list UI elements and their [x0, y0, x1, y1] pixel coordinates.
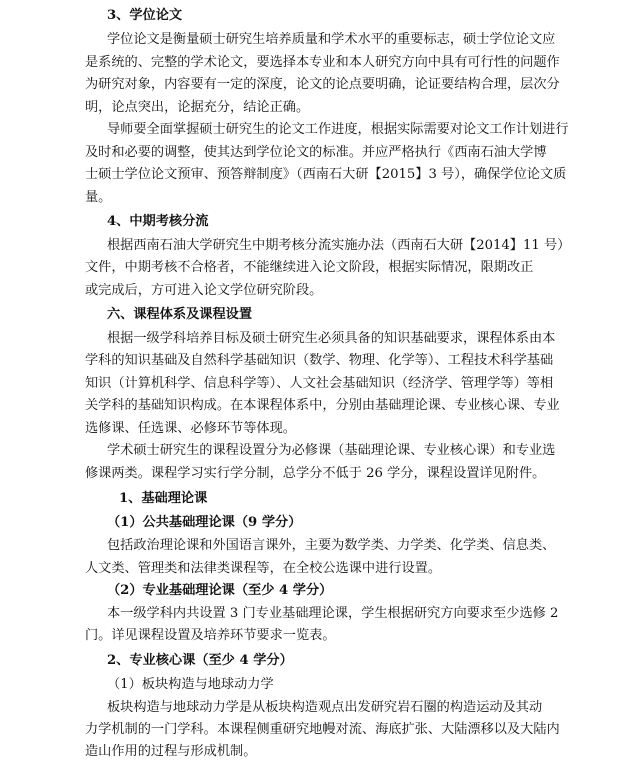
text-line: 门。详见课程设置及培养环节要求一览表。: [85, 628, 336, 643]
text-line: 本一级学科内共设置 3 门专业基础理论课，学生根据研究方向要求至少选修 2: [107, 606, 559, 621]
text-line: 造山作用的过程与形成机制。: [85, 744, 257, 759]
text-line: 根据一级学科培养目标及硕士研究生必须具备的知识基础要求，课程体系由本: [107, 331, 556, 346]
text-line: 量。: [85, 190, 112, 205]
text-line: 导师要全面掌握硕士研究生的论文工作进度，根据实际需要对论文工作计划进行: [107, 122, 569, 137]
text-line: 力学机制的一门学科。本课程侧重研究地幔对流、海底扩张、大陆漂移以及大陆内: [85, 722, 560, 737]
section-heading-thesis: 3、学位论文: [107, 8, 183, 23]
text-line: 板块构造与地球动力学是从板块构造观点出发研究岩石圈的构造运动及其动: [107, 700, 543, 715]
text-line: 为研究对象，内容要有一定的深度，论文的论点要明确，论证要结构合理，层次分: [85, 77, 560, 92]
text-line: 学位论文是衡量硕士研究生培养质量和学术水平的重要标志，硕士学位论文应: [107, 32, 556, 47]
text-line: 是系统的、完整的学术论文，要选择本专业和本人研究方向中具有可行性的问题作: [85, 55, 560, 70]
text-line: 人文类、管理类和法律类课程等，在全校公选课中进行设置。: [85, 561, 442, 576]
text-line: 根据西南石油大学研究生中期考核分流实施办法（西南石大研【2014】11 号）: [107, 238, 571, 253]
text-line: 关学科的基础知识构成。在本课程体系中，分别由基础理论课、专业核心课、专业: [85, 398, 560, 413]
section-heading-curriculum: 六、课程体系及课程设置: [107, 307, 253, 322]
text-line: 修课两类。课程学习实行学分制，总学分不低于 26 学分，课程设置详见附件。: [85, 466, 546, 481]
text-line: 包括政治理论课和外国语言课外，主要为数学类、力学类、化学类、信息类、: [107, 538, 556, 553]
subsection-heading-basic-theory: 1、基础理论课: [119, 491, 208, 506]
text-line: 学科的知识基础及自然科学基础知识（数学、物理、化学等）、工程技术科学基础: [85, 353, 554, 368]
section-heading-midterm: 4、中期考核分流: [107, 214, 209, 229]
text-line: 明，论点突出，论据充分，结论正确。: [85, 100, 310, 115]
text-line: 学术硕士研究生的课程设置分为必修课（基础理论课、专业核心课）和专业选: [107, 443, 556, 458]
text-line: 士硕士学位论文预审、预答辩制度》（西南石大研【2015】3 号），确保学位论文质: [85, 167, 567, 182]
text-line: 知识（计算机科学、信息科学等）、人文社会基础知识（经济学、管理学等）等相: [85, 376, 554, 391]
text-line: 或完成后，方可进入论文学位研究阶段。: [85, 283, 323, 298]
text-line: 及时和必要的调整，使其达到学位论文的标准。并应严格执行《西南石油大学博: [85, 145, 547, 160]
subsection-heading-core: 2、专业核心课（至少 4 学分）: [107, 653, 293, 668]
text-line: 文件，中期考核不合格者，不能继续进入论文阶段，根据实际情况，限期改正: [85, 260, 534, 275]
subsection-heading-public-basic: （1）公共基础理论课（9 学分）: [107, 515, 302, 530]
text-line: 选修课、任选课、必修环节等体现。: [85, 421, 296, 436]
subsection-heading-major-basic: （2）专业基础理论课（至少 4 学分）: [107, 583, 333, 598]
course-title: （1）板块构造与地球动力学: [107, 677, 274, 692]
